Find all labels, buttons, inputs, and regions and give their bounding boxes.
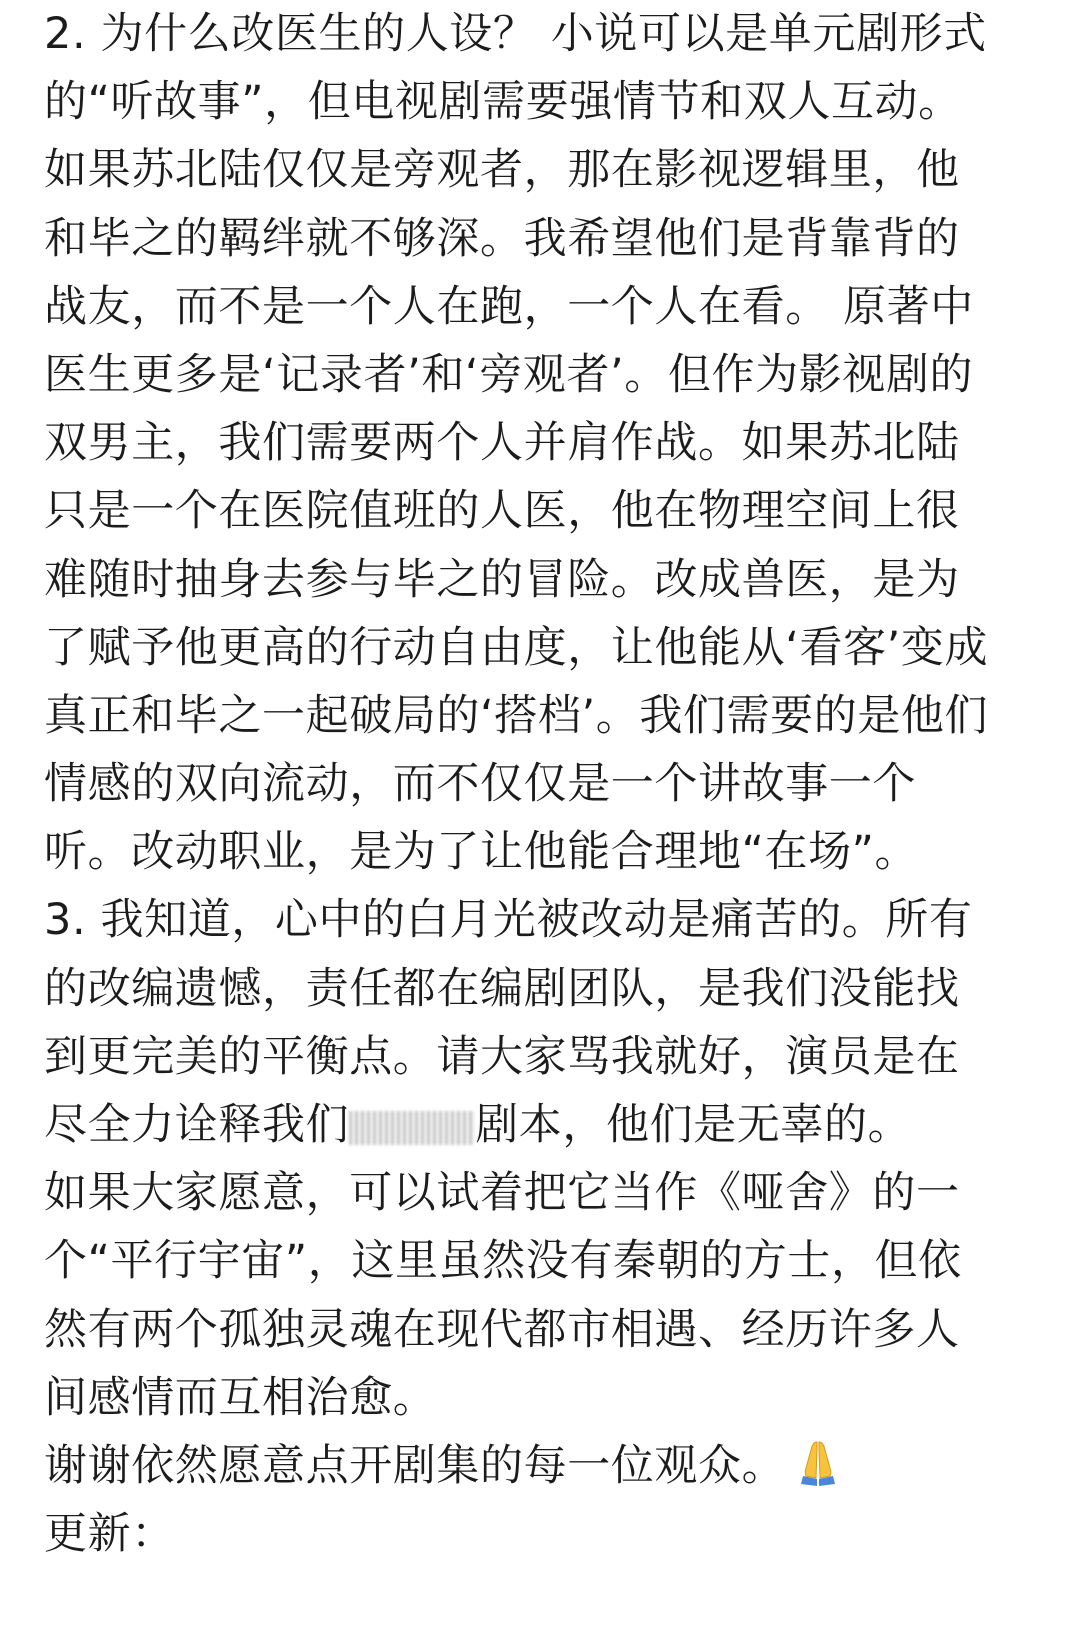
text-line: 难随时抽身去参与毕之的冒险。改成兽医，是为 bbox=[44, 554, 960, 605]
text-line: 听。改动职业，是为了让他能合理地“在场”。 bbox=[44, 827, 919, 878]
text-line: 和毕之的羁绊就不够深。我希望他们是背靠背的 bbox=[44, 213, 960, 264]
folded-hands-icon bbox=[793, 1438, 843, 1488]
text-line: 3. 我知道，心中的白月光被改动是痛苦的。所有 bbox=[44, 895, 973, 946]
thanks-line bbox=[44, 1432, 1054, 1500]
text-line: 个“平行宇宙”，这里虽然没有秦朝的方士，但依 bbox=[44, 1236, 962, 1287]
text-line: 2. 为什么改医生的人设？ 小说可以是单元剧形式 bbox=[44, 9, 987, 59]
text-line: 了赋予他更高的行动自由度，让他能从‘看客’变成 bbox=[44, 622, 989, 673]
text-line: 到更完美的平衡点。请大家骂我就好，演员是在 bbox=[44, 1031, 960, 1082]
redacted-line-after: 剧本，他们是无辜的。 bbox=[475, 1100, 912, 1150]
redaction-blur bbox=[349, 1111, 475, 1145]
text-line: 双男主，我们需要两个人并肩作战。如果苏北陆 bbox=[44, 418, 960, 469]
text-line: 如果大家愿意，可以试着把它当作《哑舍》的一 bbox=[44, 1168, 960, 1219]
text-line: 如果苏北陆仅仅是旁观者，那在影视逻辑里，他 bbox=[44, 145, 960, 196]
redacted-line-before: 尽全力诠释我们 bbox=[44, 1100, 350, 1150]
text-line: 的“听故事”，但电视剧需要强情节和双人互动。 bbox=[44, 77, 962, 128]
text-line: 情感的双向流动，而不仅仅是一个讲故事一个 bbox=[44, 759, 916, 810]
text-line-redacted bbox=[44, 1091, 1054, 1159]
thanks-text: 谢谢依然愿意点开剧集的每一位观众。 bbox=[44, 1440, 786, 1491]
text-line: 然有两个孤独灵魂在现代都市相遇、经历许多人 bbox=[44, 1304, 960, 1355]
text-line: 间感情而互相治愈。 bbox=[44, 1372, 437, 1423]
text-line: 只是一个在医院值班的人医，他在物理空间上很 bbox=[44, 486, 960, 537]
text-line: 的改编遗憾，责任都在编剧团队，是我们没能找 bbox=[44, 963, 960, 1014]
text-line: 真正和毕之一起破局的‘搭档’。我们需要的是他们 bbox=[44, 690, 989, 741]
article-body bbox=[44, 0, 1054, 1568]
text-line: 战友，而不是一个人在跑，一个人在看。 原著中 bbox=[44, 281, 974, 332]
text-line: 医生更多是‘记录者’和‘旁观者’。但作为影视剧的 bbox=[44, 349, 974, 400]
update-line: 更新： bbox=[44, 1509, 175, 1560]
